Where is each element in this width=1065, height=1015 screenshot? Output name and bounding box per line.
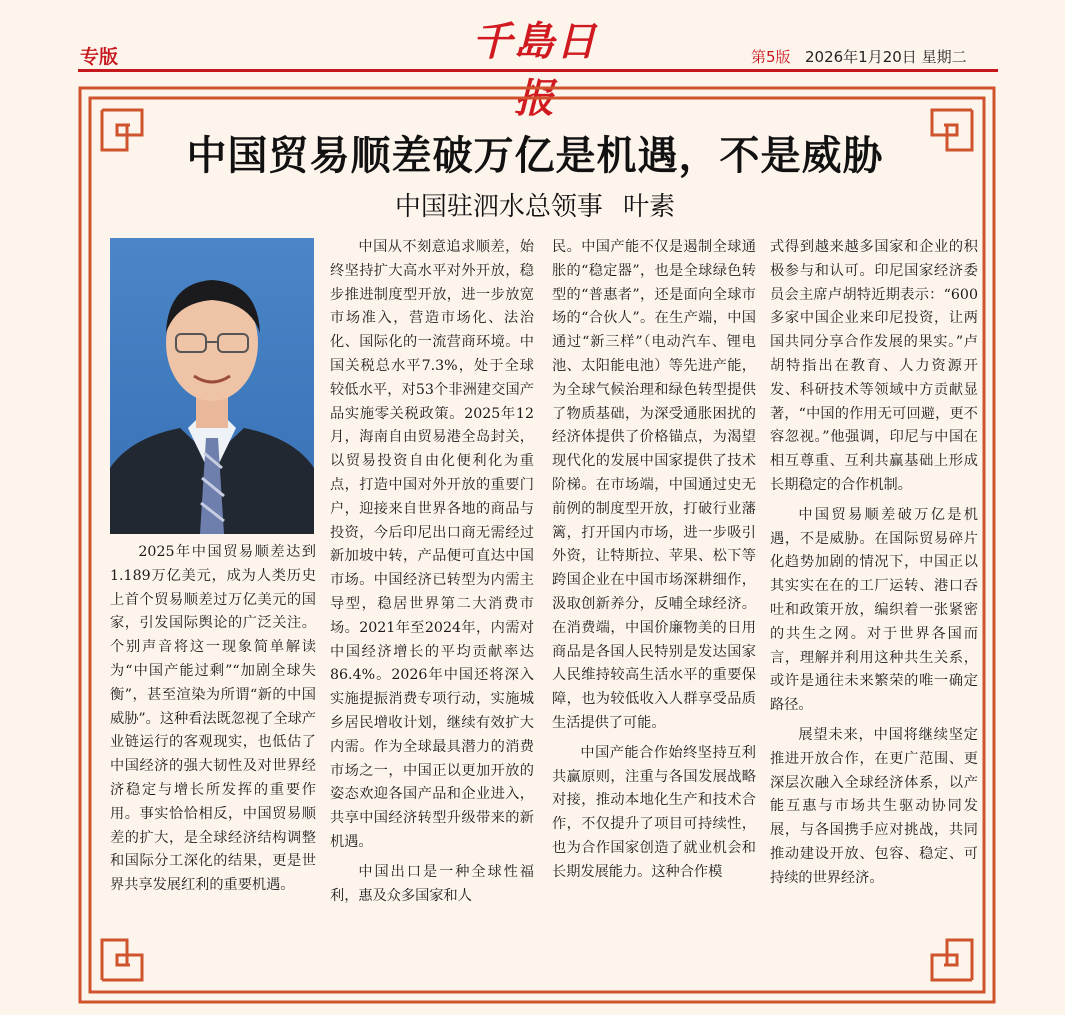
author-photo (110, 238, 314, 534)
paragraph-2: 中国从不刻意追求顺差，始终坚持扩大高水平对外开放，稳步推进制度型开放，进一步放宽市场准入，营造市场化、法治化、国际化的一流营商环境。中国关税总水平7.3%，处于全球较低水平，对53个非洲建交国产品实施零关税政策。2025年12月，海南自由贸易港全岛封关，以贸易投资自由化便利化为重点，打造中国对外开放的重要门户，迎接来自世界各地的商品与投资，今后印尼出口商无需经过新加坡中转，产品便可直达中国市场。中国经济已转型为内需主导型，稳居世界第二大消费市场。2021年至2024年，内需对中国经济增长的平均贡献率达86.4%。2026年中国还将深入实施提振消费专项行动，实施城乡居民增收计划，继续有效扩大内需。作为全球最具潜力的消费市场之一，中国正以更加开放的姿态欢迎各国产品和企业进入，共享中国经济转型升级带来的新机遇。 (330, 239, 534, 850)
article-headline: 中国贸易顺差破万亿是机遇，不是威胁 (186, 133, 884, 179)
article-column-1 (110, 541, 316, 904)
article-byline (110, 186, 960, 223)
paragraph-5: 中国贸易顺差破万亿是机遇，不是威胁。在国际贸易碎片化趋势加剧的情况下，中国正以其实实在在的工厂运转、港口吞吐和政策开放，编织着一张紧密的共生之网。对于世界各国而言，理解并利用这种共生关系，或许是通往未来繁荣的唯一确定路径。 (770, 506, 978, 714)
article-column-3 (552, 236, 756, 891)
newspaper-logo: 千島日报 (472, 18, 598, 122)
page-number: 第5版 (751, 48, 791, 66)
article-column-2 (330, 236, 534, 914)
byline-title: 中国驻泗水总领事 (394, 192, 603, 222)
masthead-rule (78, 69, 998, 72)
paragraph-3-continued: 民。中国产能不仅是遏制全球通胀的“稳定器”，也是全球绿色转型的“普惠者”，还是面向全球市场的“合伙人”。在生产端，中国通过“新三样”（电动汽车、锂电池、太阳能电池）等先进产能，为全球气候治理和绿色转型提供了物质基础，为深受通胀困扰的经济体提供了价格锚点，为渴望现代化的发展中国家提供了技术阶梯。在市场端，中国通过史无前例的制度型开放，打破行业藩篱，打开国内市场，进一步吸引外资，让特斯拉、苹果、松下等跨国企业在中国市场深耕细作，汲取创新养分，反哺全球经济。在消费端，中国价廉物美的日用商品是各国人民特别是发达国家人民维持较高生活水平的重要保障，也为较低收入人群享受品质生活提供了可能。 (552, 239, 756, 731)
issue-date: 2026年1月20日 星期二 (805, 48, 967, 66)
paragraph-1: 2025年中国贸易顺差达到1.189万亿美元，成为人类历史上首个贸易顺差过万亿美元的国家，引发国际舆论的广泛关注。个别声音将这一现象简单解读为“中国产能过剩”“加剧全球失衡”，甚至渲染为所谓“新的中国威胁”。这种看法既忽视了全球产业链运行的客观现实，也低估了中国经济的强大韧性及对世界经济稳定与增长所发挥的重要作用。事实恰恰相反，中国贸易顺差的扩大，是全球经济结构调整和国际分工深化的结果，更是世界共享发展红利的重要机遇。 (110, 544, 316, 894)
masthead (0, 0, 1065, 122)
portrait-icon (110, 238, 314, 534)
section-tag: 专版 (80, 46, 119, 68)
paragraph-4: 中国产能合作始终坚持互利共赢原则，注重与各国发展战略对接，推动本地化生产和技术合作，不仅提升了项目可持续性，也为合作国家创造了就业机会和长期发展能力。这种合作模 (552, 744, 756, 880)
paragraph-6: 展望未来，中国将继续坚定推进开放合作，在更广范围、更深层次融入全球经济体系，以产能互惠与市场共生驱动协同发展，与各国携手应对挑战，共同推动建设开放、包容、稳定、可持续的世界经济。 (770, 726, 978, 886)
paragraph-3: 中国出口是一种全球性福利，惠及众多国家和人 (330, 863, 534, 904)
article-column-4 (770, 236, 978, 897)
paragraph-4-continued: 式得到越来越多国家和企业的积极参与和认可。印尼国家经济委员会主席卢胡特近期表示：“600多家中国企业来印尼投资，让两国共同分享合作发展的果实。”卢胡特指出在教育、人力资源开发、科研技术等领域中方贡献显著，“中国的作用无可回避，更不容忽视。”他强调，印尼与中国在相互尊重、互利共赢基础上形成长期稳定的合作机制。 (770, 239, 978, 493)
byline-name: 叶素 (623, 192, 676, 222)
